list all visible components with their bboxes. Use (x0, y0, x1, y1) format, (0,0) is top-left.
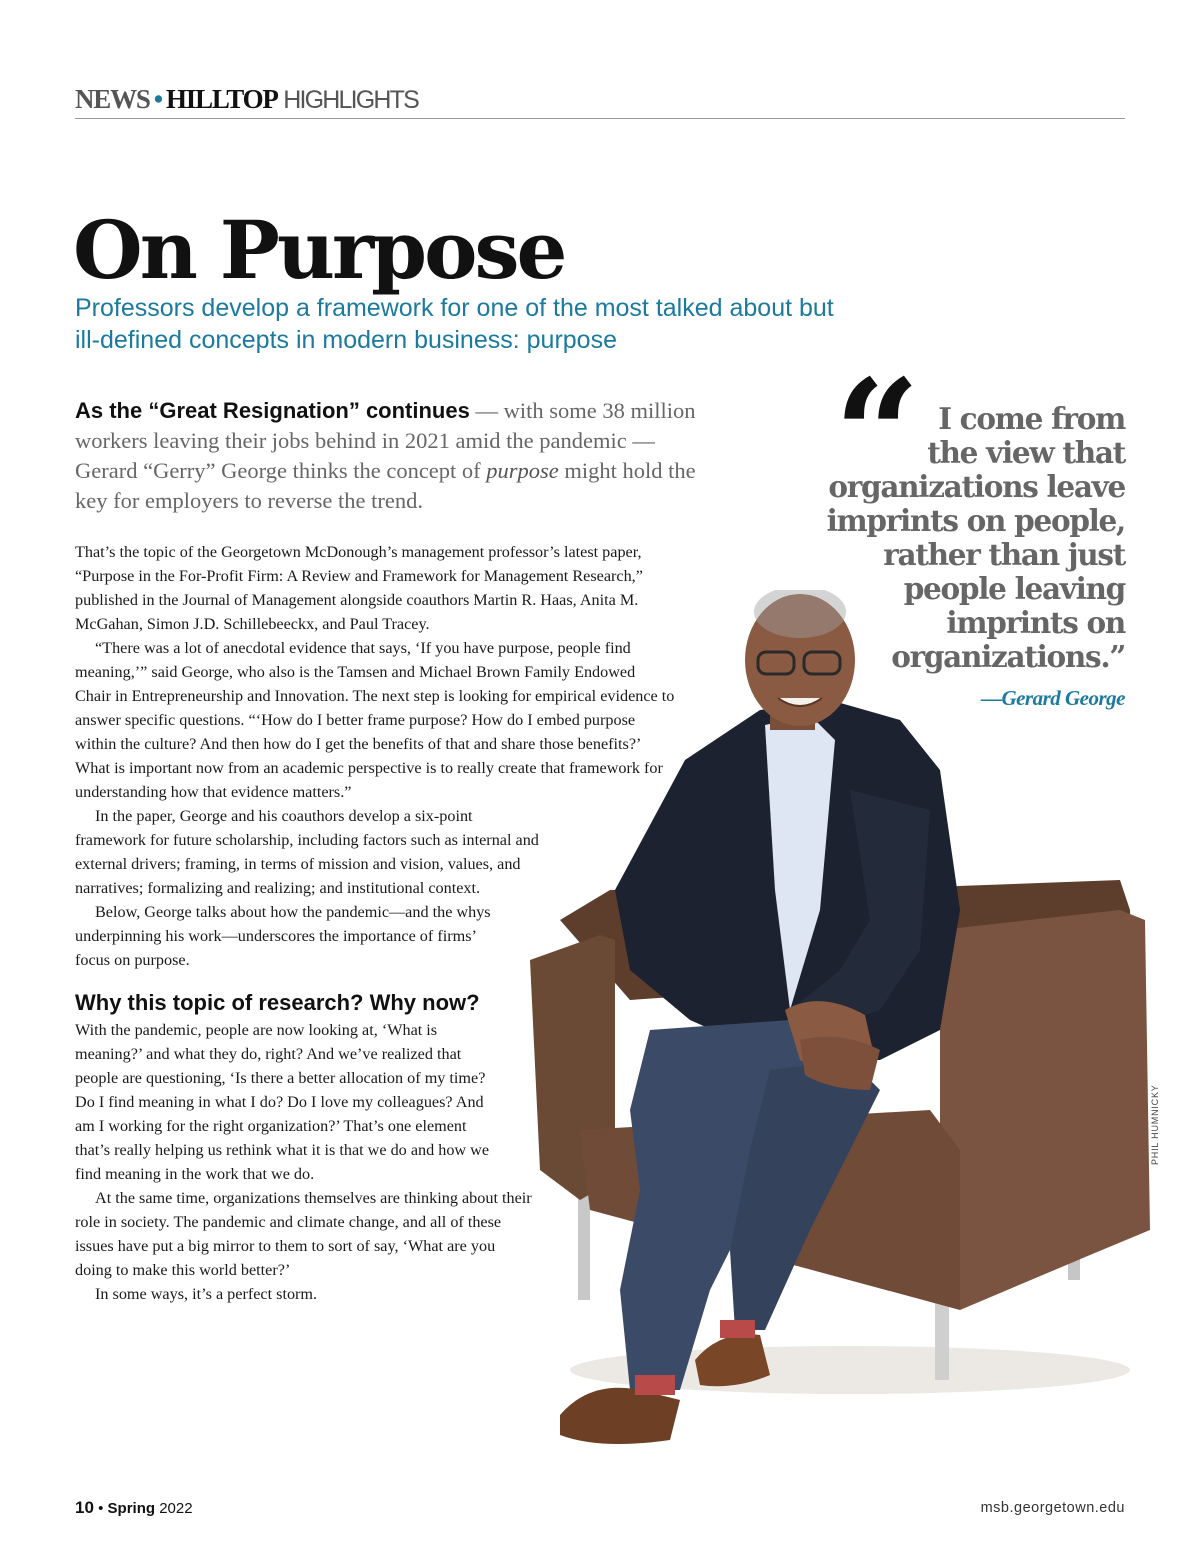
section-header (75, 82, 1125, 119)
quote-mark-icon: “ (834, 347, 921, 523)
body-paragraph: That’s the topic of the Georgetown McDonough’s management professor’s latest paper, “Purpose in the For-Profit Firm: A Review and Framework for Management Research,” published in the Journal of Management alongside coauthors Martin R. Haas, Anita M. McGahan, Simon J.D. Schillebeeckx, and Paul Tracey. (75, 543, 643, 633)
body-paragraph: In some ways, it’s a perfect storm. (95, 1285, 318, 1303)
body-paragraph: At the same time, organizations themselves are thinking about their role in society. The pandemic and climate change, and all of these issues have put a big mirror to them to sort of say, ‘What are you doing to make this world better?’ (75, 1189, 532, 1279)
lede-italic: purpose (486, 458, 559, 483)
footer-separator: • (98, 1500, 104, 1517)
pull-quote-first-line: I come from (938, 401, 1125, 436)
pull-quote (795, 402, 1125, 674)
footer-url: msb.georgetown.edu (980, 1500, 1125, 1516)
article-title: On Purpose (73, 203, 565, 297)
body-paragraph: “There was a lot of anecdotal evidence that says, ‘If you have purpose, people find meaning,’” said George, who also is the Tamsen and Michael Brown Family Endowed Chair in Entrepreneurship and Innovation. The next step is looking for empirical evidence to answer specific questions. “‘How do I better frame purpose? How do I embed purpose within the culture? And then how do I get the benefits of that and share those benefits?’ What is important now from an academic perspective is to really create that framework for understanding how that evidence matters.” (75, 639, 675, 801)
article-subtitle: Professors develop a framework for one of the most talked about but ill-defined concepts in modern business: purpose (75, 294, 834, 354)
section-highlights: HIGHLIGHTS (283, 86, 419, 114)
page-number: 10 (75, 1498, 94, 1517)
lede-text-2: might hold the key for employers to reverse the trend. (75, 458, 696, 513)
article-lede (75, 396, 705, 516)
section-separator: • (153, 84, 162, 114)
shoe (560, 1388, 680, 1444)
issue-season: Spring (107, 1500, 156, 1517)
page-footer-left (75, 1498, 193, 1518)
pull-quote-text: the view that organizations leave imprints on people, rather than just people leaving imprints on organizations.” (826, 435, 1125, 674)
photo-credit: PHIL HUMNICKY (1150, 1084, 1160, 1165)
issue-year: 2022 (159, 1500, 193, 1517)
shoe (695, 1334, 770, 1386)
lede-text-1: — with some 38 million workers leaving their jobs behind in 2021 amid the pandemic — Gerard “Gerry” George thinks the concept of (75, 398, 696, 483)
section-subhead: Why this topic of research? Why now? (75, 990, 480, 1015)
pull-quote-attribution: —Gerard George (980, 686, 1125, 710)
sock (720, 1320, 755, 1338)
section-hilltop: HILLTOP (166, 84, 278, 114)
article-body (75, 540, 675, 1306)
lede-lead-in: As the “Great Resignation” continues (75, 398, 470, 423)
chair-arm (940, 910, 1150, 1310)
sock (635, 1375, 675, 1395)
body-paragraph: Below, George talks about how the pandemic—and the whys underpinning his work—underscores the importance of firms’ focus on purpose. (75, 903, 491, 969)
body-paragraph: With the pandemic, people are now looking at, ‘What is meaning?’ and what they do, right? And we’ve realized that people are questioning, ‘Is there a better allocation of my time? Do I find meaning in what I do? Do I love my colleagues? And am I working for the right organization?’ That’s one element that’s really helping us rethink what it is that we do and how we find meaning in the work that we do. (75, 1021, 490, 1183)
body-paragraph: In the paper, George and his coauthors develop a six-point framework for future scholarship, including factors such as internal and external drivers; framing, in terms of mission and vision, values, and narratives; formalizing and realizing; and institutional context. (75, 807, 539, 897)
section-news: NEWS (75, 84, 150, 114)
